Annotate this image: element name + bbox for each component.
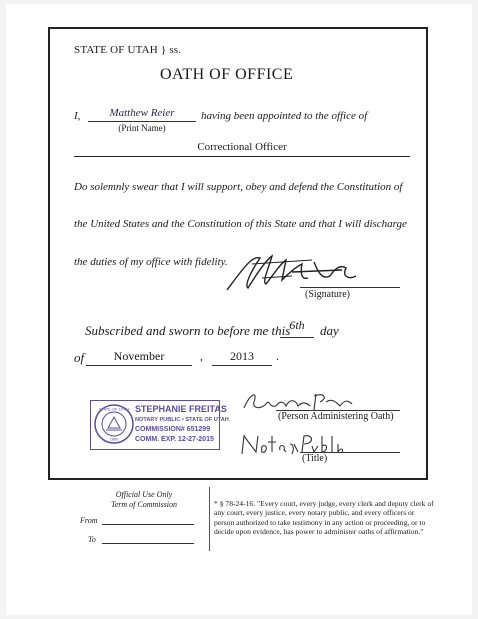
sworn-day-line [280,337,314,338]
signature-line [300,287,400,288]
signature-caption: (Signature) [305,289,350,300]
print-name-caption: (Print Name) [118,123,166,133]
from-line [102,524,194,525]
official-use-heading: Official Use Only [115,490,173,499]
notary-commission: COMMISSION# 651299 [135,426,211,433]
footer-divider [209,487,210,551]
office-line [74,156,410,157]
to-line [102,543,194,544]
oath-text-line-3: the duties of my office with fidelity. [74,256,228,268]
sworn-period: . [276,349,279,363]
to-label: To [88,535,96,544]
oath-text-line-2: the United States and the Constitution of this State and that I will discharge [74,218,407,230]
title-handwriting [236,430,346,458]
term-of-commission: Term of Commission [111,500,177,509]
appointment-suffix: having been appointed to the office of [201,110,368,122]
seal-text: STATE OF UTAH [98,406,130,412]
appointment-prefix: I, [74,110,81,122]
administrator-caption: (Person Administering Oath) [278,411,394,422]
notary-state-line: NOTARY PUBLIC • STATE OF UTAH [135,417,229,423]
notary-stamp [90,400,229,450]
sworn-month-line [86,365,192,366]
title-caption: (Title) [302,453,328,464]
print-name-value: Matthew Reier [109,107,175,119]
sworn-of-word: of [74,350,85,365]
oath-text-line-1: Do solemnly swear that I will support, obey and defend the Constitution of [74,181,403,193]
sworn-day-word: day [320,323,339,338]
sworn-year-value: 2013 [230,349,254,363]
seal-year: 1896 [109,437,119,442]
sworn-comma: , [200,349,203,363]
document-title: OATH OF OFFICE [160,66,294,83]
officer-signature [222,250,382,296]
print-name-line [88,121,196,122]
sworn-month-value: November [113,349,165,363]
notary-name: STEPHANIE FREITAS [135,404,227,414]
office-value: Correctional Officer [197,141,287,153]
sworn-day-value: 6th [289,318,305,332]
sworn-year-line [212,365,272,366]
statute-text: * § 78-24-16. "Every court, every judge, every clerk and deputy clerk of any court, every justice, every notary public, and every officers or person authorized to take testimony in any action or proceeding, or to decide upon evidence, has power to administer oaths of affirmation." [214,499,434,537]
state-line: STATE OF UTAH } ss. [74,44,182,56]
notary-expiration: COMM. EXP. 12-27-2015 [135,436,214,443]
notary-seal-icon [94,404,134,444]
sworn-text: Subscribed and sworn to before me this [85,323,291,338]
from-label: From [80,516,98,525]
